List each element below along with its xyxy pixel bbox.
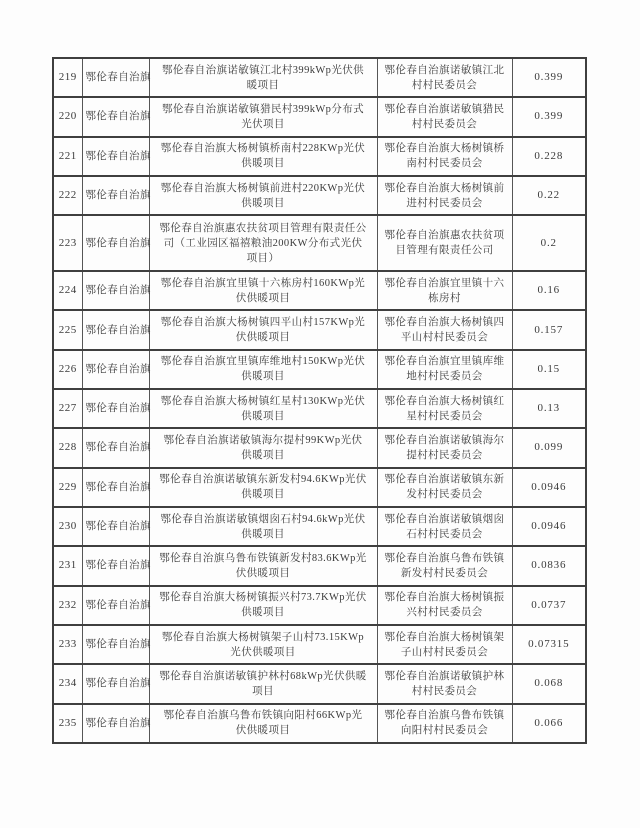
project-name-cell: 鄂伦春自治旗大杨树镇桥南村228KWp光伏供暖项目: [149, 137, 377, 176]
region-cell: 鄂伦春自治旗: [82, 176, 149, 215]
project-name-cell: 鄂伦春自治旗乌鲁布铁镇新发村83.6KWp光伏供暖项目: [149, 546, 377, 585]
project-name-cell: 鄂伦春自治旗乌鲁布铁镇向阳村66KWp光伏供暖项目: [149, 704, 377, 743]
region-cell: 鄂伦春自治旗: [82, 586, 149, 625]
project-name-cell: 鄂伦春自治旗大杨树镇前进村220KWp光伏供暖项目: [149, 176, 377, 215]
responsible-org-cell: 鄂伦春自治旗诺敏镇护林村村民委员会: [377, 664, 512, 703]
capacity-value-cell: 0.068: [512, 664, 586, 703]
responsible-org-cell: 鄂伦春自治旗大杨树镇桥南村村民委员会: [377, 137, 512, 176]
capacity-value-cell: 0.0836: [512, 546, 586, 585]
region-cell: 鄂伦春自治旗: [82, 97, 149, 136]
table-row: [53, 389, 586, 428]
responsible-org-cell: 鄂伦春自治旗宜里镇十六栋房村: [377, 271, 512, 310]
capacity-value-cell: 0.0946: [512, 507, 586, 546]
responsible-org-cell: 鄂伦春自治旗大杨树镇红星村村民委员会: [377, 389, 512, 428]
row-number-cell: 234: [53, 664, 82, 703]
project-name-cell: 鄂伦春自治旗诺敏镇烟囱石村94.6kWp光伏供暖项目: [149, 507, 377, 546]
capacity-value-cell: 0.228: [512, 137, 586, 176]
table-row: [53, 704, 586, 743]
region-cell: 鄂伦春自治旗: [82, 625, 149, 664]
project-name-cell: 鄂伦春自治旗大杨树镇红星村130KWp光伏供暖项目: [149, 389, 377, 428]
region-cell: 鄂伦春自治旗: [82, 428, 149, 467]
capacity-value-cell: 0.399: [512, 58, 586, 97]
capacity-value-cell: 0.066: [512, 704, 586, 743]
row-number-cell: 227: [53, 389, 82, 428]
table-row: [53, 625, 586, 664]
table-row: [53, 350, 586, 389]
region-cell: 鄂伦春自治旗: [82, 271, 149, 310]
row-number-cell: 235: [53, 704, 82, 743]
project-name-cell: 鄂伦春自治旗诺敏镇江北村399kWp光伏供暖项目: [149, 58, 377, 97]
project-name-cell: 鄂伦春自治旗诺敏镇海尔提村99KWp光伏供暖项目: [149, 428, 377, 467]
row-number-cell: 225: [53, 310, 82, 349]
responsible-org-cell: 鄂伦春自治旗乌鲁布铁镇向阳村村民委员会: [377, 704, 512, 743]
region-cell: 鄂伦春自治旗: [82, 468, 149, 507]
responsible-org-cell: 鄂伦春自治旗诺敏镇海尔提村村民委员会: [377, 428, 512, 467]
region-cell: 鄂伦春自治旗: [82, 546, 149, 585]
region-cell: 鄂伦春自治旗: [82, 310, 149, 349]
capacity-value-cell: 0.157: [512, 310, 586, 349]
responsible-org-cell: 鄂伦春自治旗宜里镇库维地村村民委员会: [377, 350, 512, 389]
responsible-org-cell: 鄂伦春自治旗诺敏镇江北村村民委员会: [377, 58, 512, 97]
capacity-value-cell: 0.22: [512, 176, 586, 215]
project-name-cell: 鄂伦春自治旗诺敏镇东新发村94.6KWp光伏供暖项目: [149, 468, 377, 507]
project-name-cell: 鄂伦春自治旗宜里镇库维地村150KWp光伏供暖项目: [149, 350, 377, 389]
project-name-cell: 鄂伦春自治旗诺敏镇护林村68kWp光伏供暖项目: [149, 664, 377, 703]
region-cell: 鄂伦春自治旗: [82, 704, 149, 743]
project-table: [52, 57, 587, 744]
responsible-org-cell: 鄂伦春自治旗惠农扶贫项目管理有限责任公司: [377, 215, 512, 271]
table-row: [53, 215, 586, 271]
capacity-value-cell: 0.0946: [512, 468, 586, 507]
region-cell: 鄂伦春自治旗: [82, 350, 149, 389]
region-cell: 鄂伦春自治旗: [82, 389, 149, 428]
responsible-org-cell: 鄂伦春自治旗大杨树镇四平山村村民委员会: [377, 310, 512, 349]
row-number-cell: 228: [53, 428, 82, 467]
row-number-cell: 229: [53, 468, 82, 507]
row-number-cell: 233: [53, 625, 82, 664]
capacity-value-cell: 0.07315: [512, 625, 586, 664]
capacity-value-cell: 0.399: [512, 97, 586, 136]
table-row: [53, 507, 586, 546]
capacity-value-cell: 0.13: [512, 389, 586, 428]
table-row: [53, 468, 586, 507]
project-name-cell: 鄂伦春自治旗大杨树镇架子山村73.15KWp光伏供暖项目: [149, 625, 377, 664]
table-row: [53, 664, 586, 703]
table-row: [53, 271, 586, 310]
capacity-value-cell: 0.15: [512, 350, 586, 389]
region-cell: 鄂伦春自治旗: [82, 58, 149, 97]
project-name-cell: 鄂伦春自治旗惠农扶贫项目管理有限责任公司（工业园区福禧粮油200KW分布式光伏项目）: [149, 215, 377, 271]
project-name-cell: 鄂伦春自治旗大杨树镇四平山村157KWp光伏供暖项目: [149, 310, 377, 349]
table-row: [53, 310, 586, 349]
row-number-cell: 219: [53, 58, 82, 97]
region-cell: 鄂伦春自治旗: [82, 137, 149, 176]
responsible-org-cell: 鄂伦春自治旗诺敏镇东新发村村民委员会: [377, 468, 512, 507]
responsible-org-cell: 鄂伦春自治旗诺敏镇烟囱石村村民委员会: [377, 507, 512, 546]
table-row: [53, 137, 586, 176]
row-number-cell: 222: [53, 176, 82, 215]
capacity-value-cell: 0.2: [512, 215, 586, 271]
row-number-cell: 231: [53, 546, 82, 585]
row-number-cell: 232: [53, 586, 82, 625]
row-number-cell: 224: [53, 271, 82, 310]
table-row: [53, 546, 586, 585]
responsible-org-cell: 鄂伦春自治旗大杨树镇振兴村村民委员会: [377, 586, 512, 625]
row-number-cell: 223: [53, 215, 82, 271]
capacity-value-cell: 0.099: [512, 428, 586, 467]
region-cell: 鄂伦春自治旗: [82, 507, 149, 546]
region-cell: 鄂伦春自治旗: [82, 215, 149, 271]
project-name-cell: 鄂伦春自治旗宜里镇十六栋房村160KWp光伏供暖项目: [149, 271, 377, 310]
project-table-body: [53, 58, 586, 743]
table-row: [53, 58, 586, 97]
project-name-cell: 鄂伦春自治旗诺敏镇猎民村399kWp分布式光伏项目: [149, 97, 377, 136]
row-number-cell: 221: [53, 137, 82, 176]
row-number-cell: 230: [53, 507, 82, 546]
capacity-value-cell: 0.16: [512, 271, 586, 310]
table-row: [53, 97, 586, 136]
table-row: [53, 428, 586, 467]
region-cell: 鄂伦春自治旗: [82, 664, 149, 703]
responsible-org-cell: 鄂伦春自治旗乌鲁布铁镇新发村村民委员会: [377, 546, 512, 585]
responsible-org-cell: 鄂伦春自治旗诺敏镇猎民村村民委员会: [377, 97, 512, 136]
responsible-org-cell: 鄂伦春自治旗大杨树镇架子山村村民委员会: [377, 625, 512, 664]
capacity-value-cell: 0.0737: [512, 586, 586, 625]
row-number-cell: 220: [53, 97, 82, 136]
table-row: [53, 586, 586, 625]
row-number-cell: 226: [53, 350, 82, 389]
table-row: [53, 176, 586, 215]
responsible-org-cell: 鄂伦春自治旗大杨树镇前进村村民委员会: [377, 176, 512, 215]
project-name-cell: 鄂伦春自治旗大杨树镇振兴村73.7KWp光伏供暖项目: [149, 586, 377, 625]
